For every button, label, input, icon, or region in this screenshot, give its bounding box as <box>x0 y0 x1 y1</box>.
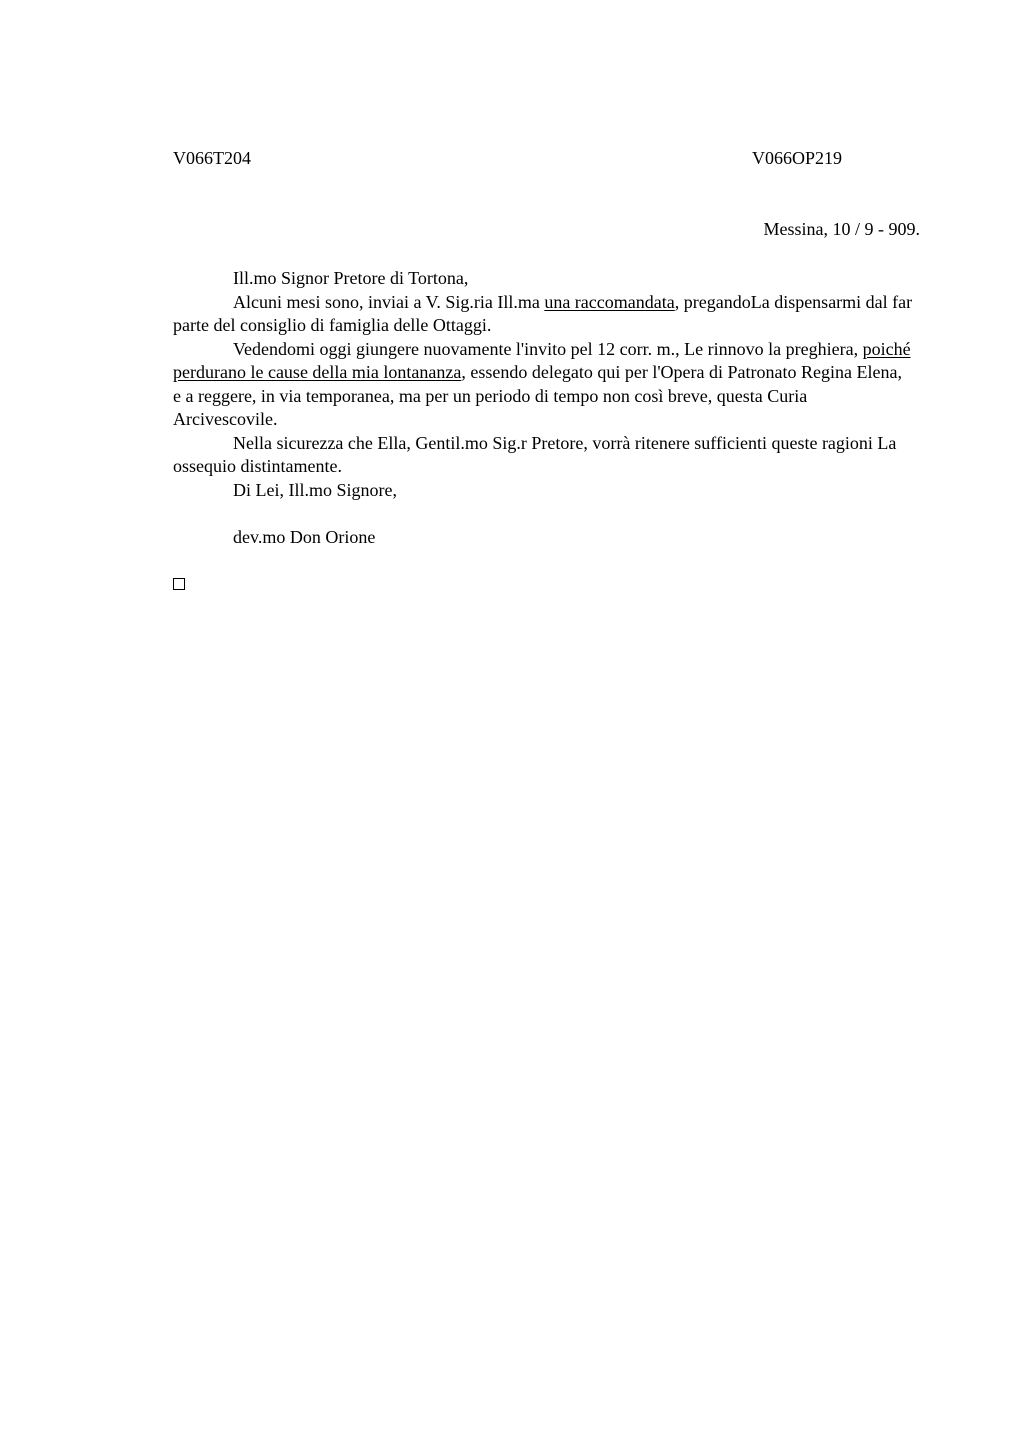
document-code-right: V066OP219 <box>752 148 843 168</box>
letter-dateline: Messina, 10 / 9 - 909. <box>763 219 920 239</box>
paragraph-1-text-before: Alcuni mesi sono, inviai a V. Sig.ria Ill.ma <box>233 291 545 312</box>
spacer <box>173 502 913 526</box>
letter-paragraph-1 <box>173 291 913 338</box>
letter-signature: dev.mo Don Orione <box>233 526 376 547</box>
paragraph-1-underlined-text: una raccomandata <box>544 291 675 312</box>
letter-body <box>173 267 913 549</box>
paragraph-2-text-before: Vedendomi oggi giungere nuovamente l'invito pel 12 corr. m., Le rinnovo la preghiera, <box>233 338 863 359</box>
paragraph-1-text-after: , pregandoLa dispensarmi dal far parte del consiglio di famiglia delle Ottaggi. <box>173 291 913 335</box>
letter-paragraph-3: Nella sicurezza che Ella, Gentil.mo Sig.r Pretore, vorrà ritenere sufficienti queste ragioni La ossequio distintamente. <box>173 432 897 476</box>
document-code-left: V066T204 <box>173 148 251 168</box>
paragraph-2-text-after: , essendo delegato qui per l'Opera di Patronato Regina Elena, e a reggere, in via temporanea, ma per un periodo di tempo non così breve, questa Curia Arcivescovile. <box>173 362 902 429</box>
paragraph-2-underlined-text: poiché perdurano le cause della mia lontananza <box>173 338 911 382</box>
letter-paragraph-2 <box>173 338 913 432</box>
empty-square-icon <box>173 578 185 590</box>
letter-salutation: Ill.mo Signor Pretore di Tortona, <box>233 268 469 288</box>
letter-closing: Di Lei, Ill.mo Signore, <box>233 479 397 500</box>
